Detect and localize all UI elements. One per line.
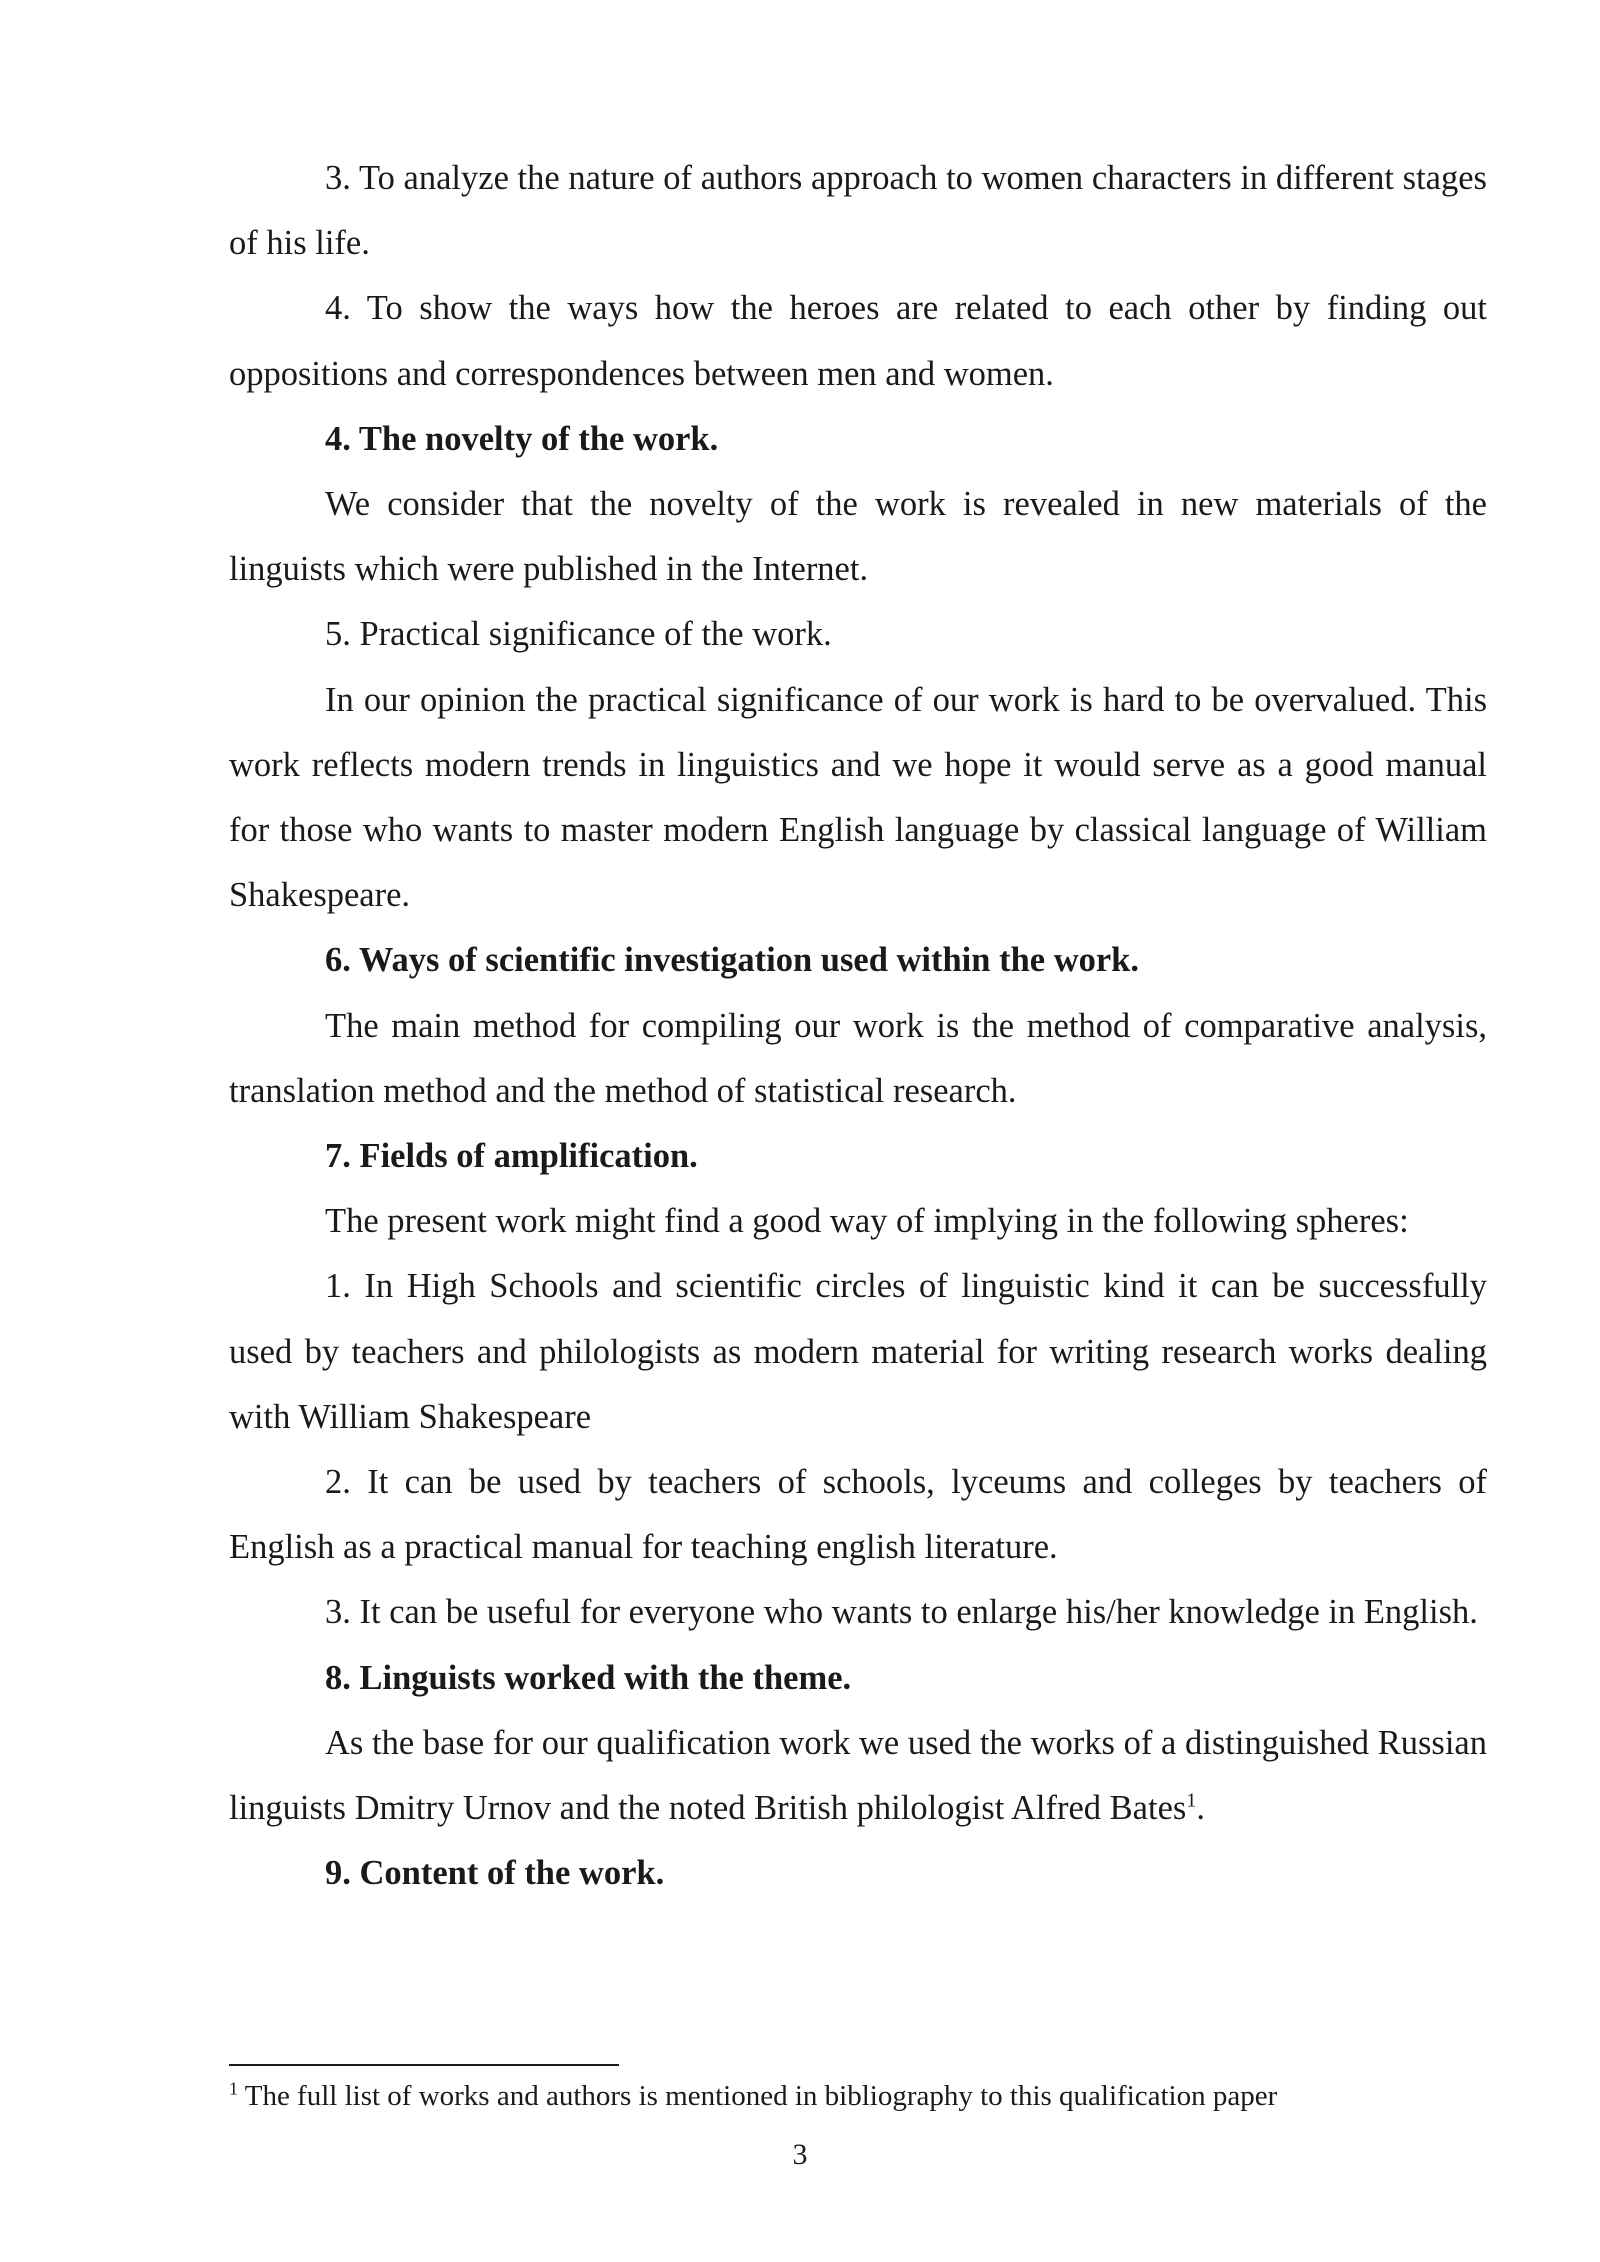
heading-fields-of-amplification: 7. Fields of amplification. (325, 1137, 698, 1176)
paragraph-linguists-tail: . (1196, 1789, 1205, 1828)
paragraph-sphere-3: 3. It can be useful for everyone who wants to enlarge his/her knowledge in English. (325, 1593, 1478, 1632)
footnote (229, 2078, 1487, 2114)
footnote-marker: 1 (229, 2078, 238, 2099)
paragraph-practical-significance-title: 5. Practical significance of the work. (325, 615, 832, 654)
paragraph-sphere-1: 1. In High Schools and scientific circles of linguistic kind it can be successfully used by teachers and philologists as modern material for writing research works dealing with William Shakespeare (229, 1267, 1487, 1436)
paragraph-objective-3: 3. To analyze the nature of authors approach to women characters in different stages of his life. (229, 159, 1487, 263)
heading-novelty: 4. The novelty of the work. (325, 419, 719, 458)
footnote-text: The full list of works and authors is mentioned in bibliography to this qualification paper (238, 2080, 1278, 2112)
paragraph-novelty: We consider that the novelty of the work is revealed in new materials of the linguists which were published in the Internet. (229, 485, 1487, 589)
paragraph-linguists-text: As the base for our qualification work we used the works of a distinguished Russian linguists Dmitry Urnov and the noted British philologist Alfred Bates (229, 1723, 1487, 1828)
footnote-separator (229, 2064, 619, 2066)
heading-content: 9. Content of the work. (325, 1854, 665, 1893)
paragraph-linguists (229, 1711, 1487, 1841)
paragraph-sphere-2: 2. It can be used by teachers of schools, lyceums and colleges by teachers of English as a practical manual for teaching english literature. (229, 1463, 1487, 1567)
heading-linguists: 8. Linguists worked with the theme. (325, 1658, 852, 1697)
paragraph-methods: The main method for compiling our work is the method of comparative analysis, translation method and the method of statistical research. (229, 1006, 1487, 1110)
paragraph-practical-significance: In our opinion the practical significance of our work is hard to be overvalued. This work reflects modern trends in linguistics and we hope it would serve as a good manual for those who wants to master modern English language by classical language of William Shakespeare. (229, 680, 1487, 915)
body-text (229, 146, 1487, 1906)
paragraph-objective-4: 4. To show the ways how the heroes are related to each other by finding out oppositions and correspondences between men and women. (229, 289, 1487, 393)
footnote-reference[interactable]: 1 (1186, 1789, 1197, 1812)
heading-investigation-ways: 6. Ways of scientific investigation used within the work. (325, 941, 1139, 980)
paragraph-spheres-intro: The present work might find a good way of implying in the following spheres: (325, 1202, 1409, 1241)
page-number: 3 (792, 2138, 808, 2171)
